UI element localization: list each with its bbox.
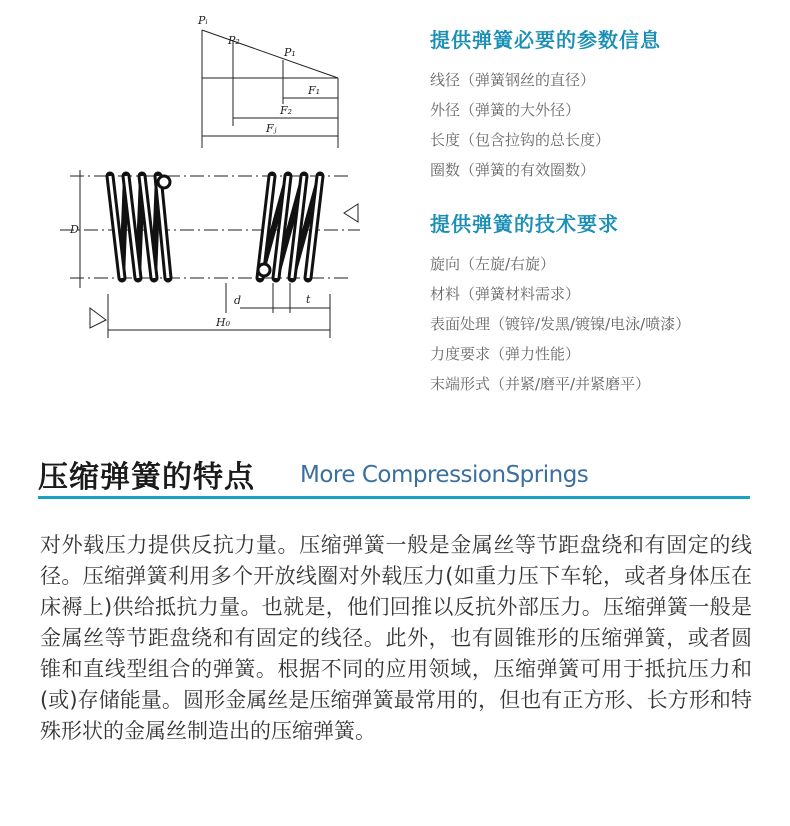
section-title-en: More CompressionSprings <box>300 462 589 488</box>
label-f2: F₂ <box>280 104 293 117</box>
tech-item: 表面处理（镀锌/发黑/镀镍/电泳/喷漆） <box>430 315 691 333</box>
tech-item: 末端形式（并紧/磨平/并紧磨平） <box>430 375 651 393</box>
params-item: 长度（包含拉钩的总长度） <box>430 131 611 149</box>
section-title-cn: 压缩弹簧的特点 <box>38 460 255 495</box>
label-h0: H₀ <box>216 316 231 329</box>
label-p2: P₂ <box>228 34 240 47</box>
spring-diagram <box>40 8 410 364</box>
description-paragraph: 对外载压力提供反抗力量。压缩弹簧一般是金属丝等节距盘绕和有固定的线径。压缩弹簧利用多个开放线圈对外载压力(如重力压下车轮，或者身体压在床褥上)供给抵抗力量。也就是，他们回推以反抗外部压力。压缩弹簧一般是金属丝等节距盘绕和有固定的线径。此外，也有圆锥形的压缩弹簧，或者圆锥和直线型组合的弹簧。根据不同的应用领域，压缩弹簧可用于抵抗压力和(或)存储能量。圆形金属丝是压缩弹簧最常用的，但也有正方形、长方形和特殊形状的金属丝制造出的压缩弹簧。 <box>40 533 752 743</box>
section-divider <box>38 496 750 499</box>
tech-item: 材料（弹簧材料需求） <box>430 285 581 303</box>
tech-title: 提供弹簧的技术要求 <box>430 212 619 236</box>
label-p1: P₁ <box>284 46 296 59</box>
tech-block <box>430 208 690 399</box>
params-block <box>430 24 661 185</box>
tech-item: 力度要求（弹力性能） <box>430 345 581 363</box>
label-D: D <box>70 223 79 236</box>
label-t: t <box>306 293 311 306</box>
section-header <box>38 452 750 502</box>
label-fj: Fⱼ <box>266 122 277 135</box>
label-pi: Pᵢ <box>198 14 208 27</box>
params-item: 外径（弹簧的大外径） <box>430 101 581 119</box>
params-item: 线径（弹簧钢丝的直径） <box>430 71 596 89</box>
force-line <box>202 30 338 78</box>
label-d: d <box>234 294 242 307</box>
params-title: 提供弹簧必要的参数信息 <box>430 28 661 52</box>
spring-coils <box>110 176 320 278</box>
params-item: 圈数（弹簧的有效圈数） <box>430 161 596 179</box>
tech-item: 旋向（左旋/右旋） <box>430 255 556 273</box>
label-f1: F₁ <box>308 84 321 97</box>
